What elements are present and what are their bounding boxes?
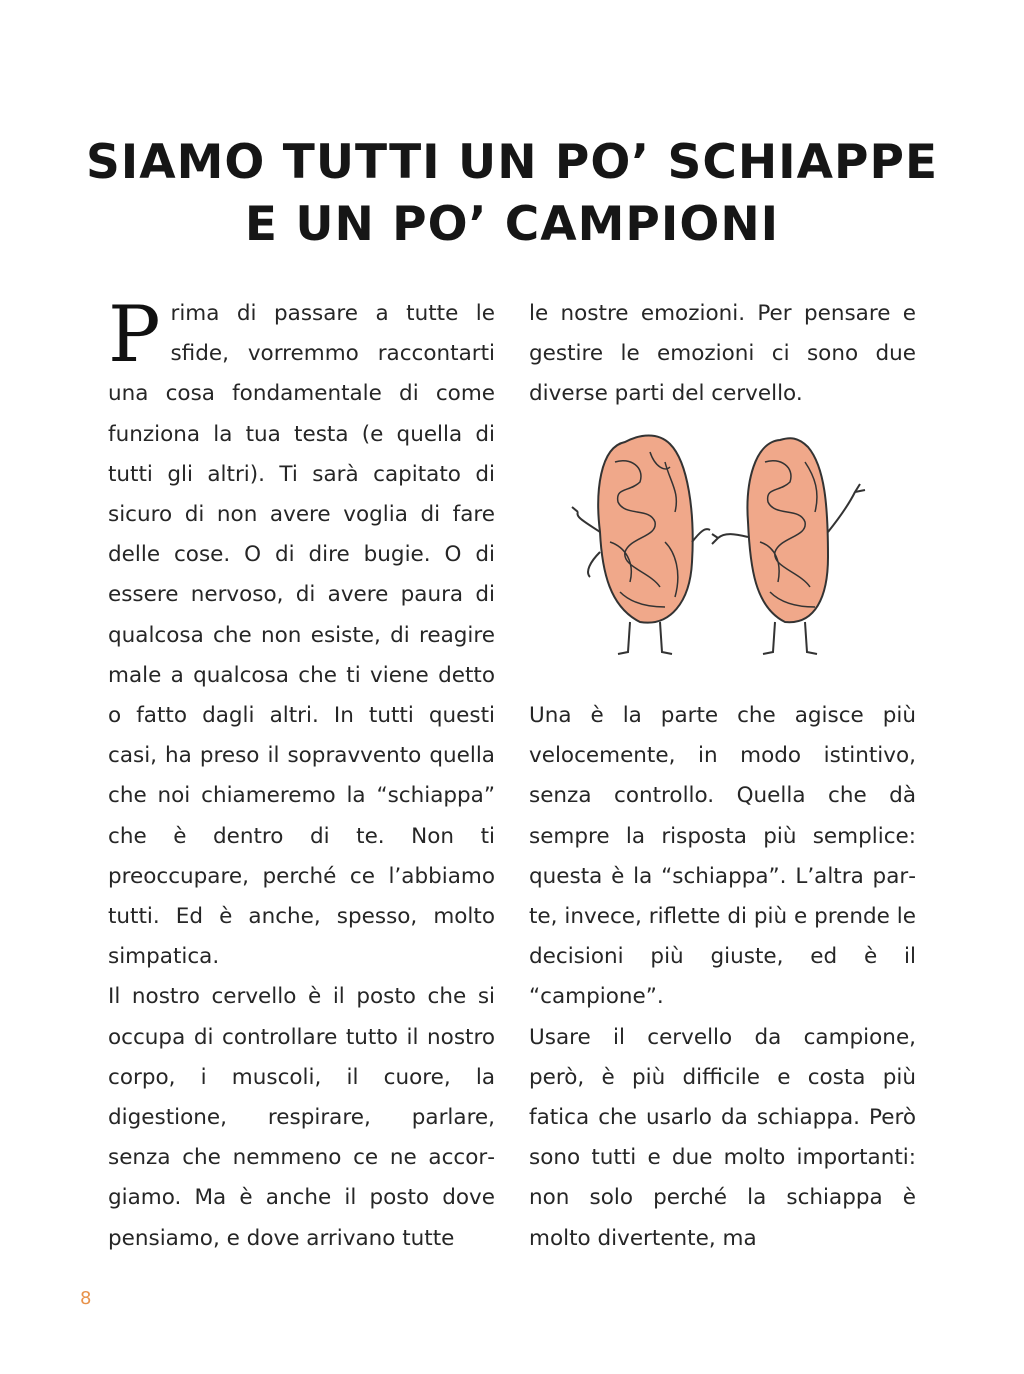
right-brain-icon [712,438,865,654]
drop-cap: P [108,290,161,380]
title-line-1: SIAMO TUTTI UN PO’ SCHIAPPE [85,135,939,190]
right-column-bottom [529,696,916,1259]
paragraph-intro [108,290,495,977]
page-number: 8 [80,1288,92,1309]
paragraph-campione: Usare il cervello da campione, però, è più difficile e costa più fatica che usarlo da schiappa. Però sono tutti e due molto importanti: non solo perché la schiappa è molto divertente, ma [529,1024,916,1251]
title-line-2: E UN PO’ CAMPIONI [244,197,780,252]
left-column [108,290,495,1259]
paragraph-schiappa: Una è la parte che agisce più velocemente, in modo istintivo, senza controllo. Quella che dà sempre la risposta più semplice: questa è la “schiappa”. L’altra parte, invece, riflette di più e prende le decisioni più giuste, ed è il “campione”. [529,703,916,1010]
paragraph-brain: Il nostro cervello è il posto che si occupa di controllare tutto il nostro corpo, i muscoli, il cuore, la digestione, respirare, parlare, senza che nemmeno ce ne accorgiamo. Ma è anche il posto dove pensiamo, e dove arrivano tutte [108,984,495,1251]
two-brains-talking-illustration [570,422,880,662]
right-column-top [529,294,916,414]
left-brain-icon [572,436,710,655]
page-title [0,132,1024,256]
paragraph-emotions: le nostre emozioni. Per pensare e gestire le emozioni ci sono due diverse parti del cervello. [529,301,916,407]
paragraph-intro-text: rima di passare a tutte le sfide, vorremmo raccontarti una cosa fondamentale di come funziona la tua testa (e quella di tutti gli altri). Ti sarà capitato di sicuro di non avere voglia di fare delle cose. O di dire bugie. O di essere nervoso, di avere paura di qualcosa che non esiste, di reagire male a qualcosa che ti viene detto o fatto dagli altri. In tutti questi casi, ha preso il sopravvento quella che noi chiameremo la “schiappa” che è dentro di te. Non ti preoccupare, perché ce l’abbiamo tutti. Ed è anche, spesso, molto simpatica. [108,301,495,970]
